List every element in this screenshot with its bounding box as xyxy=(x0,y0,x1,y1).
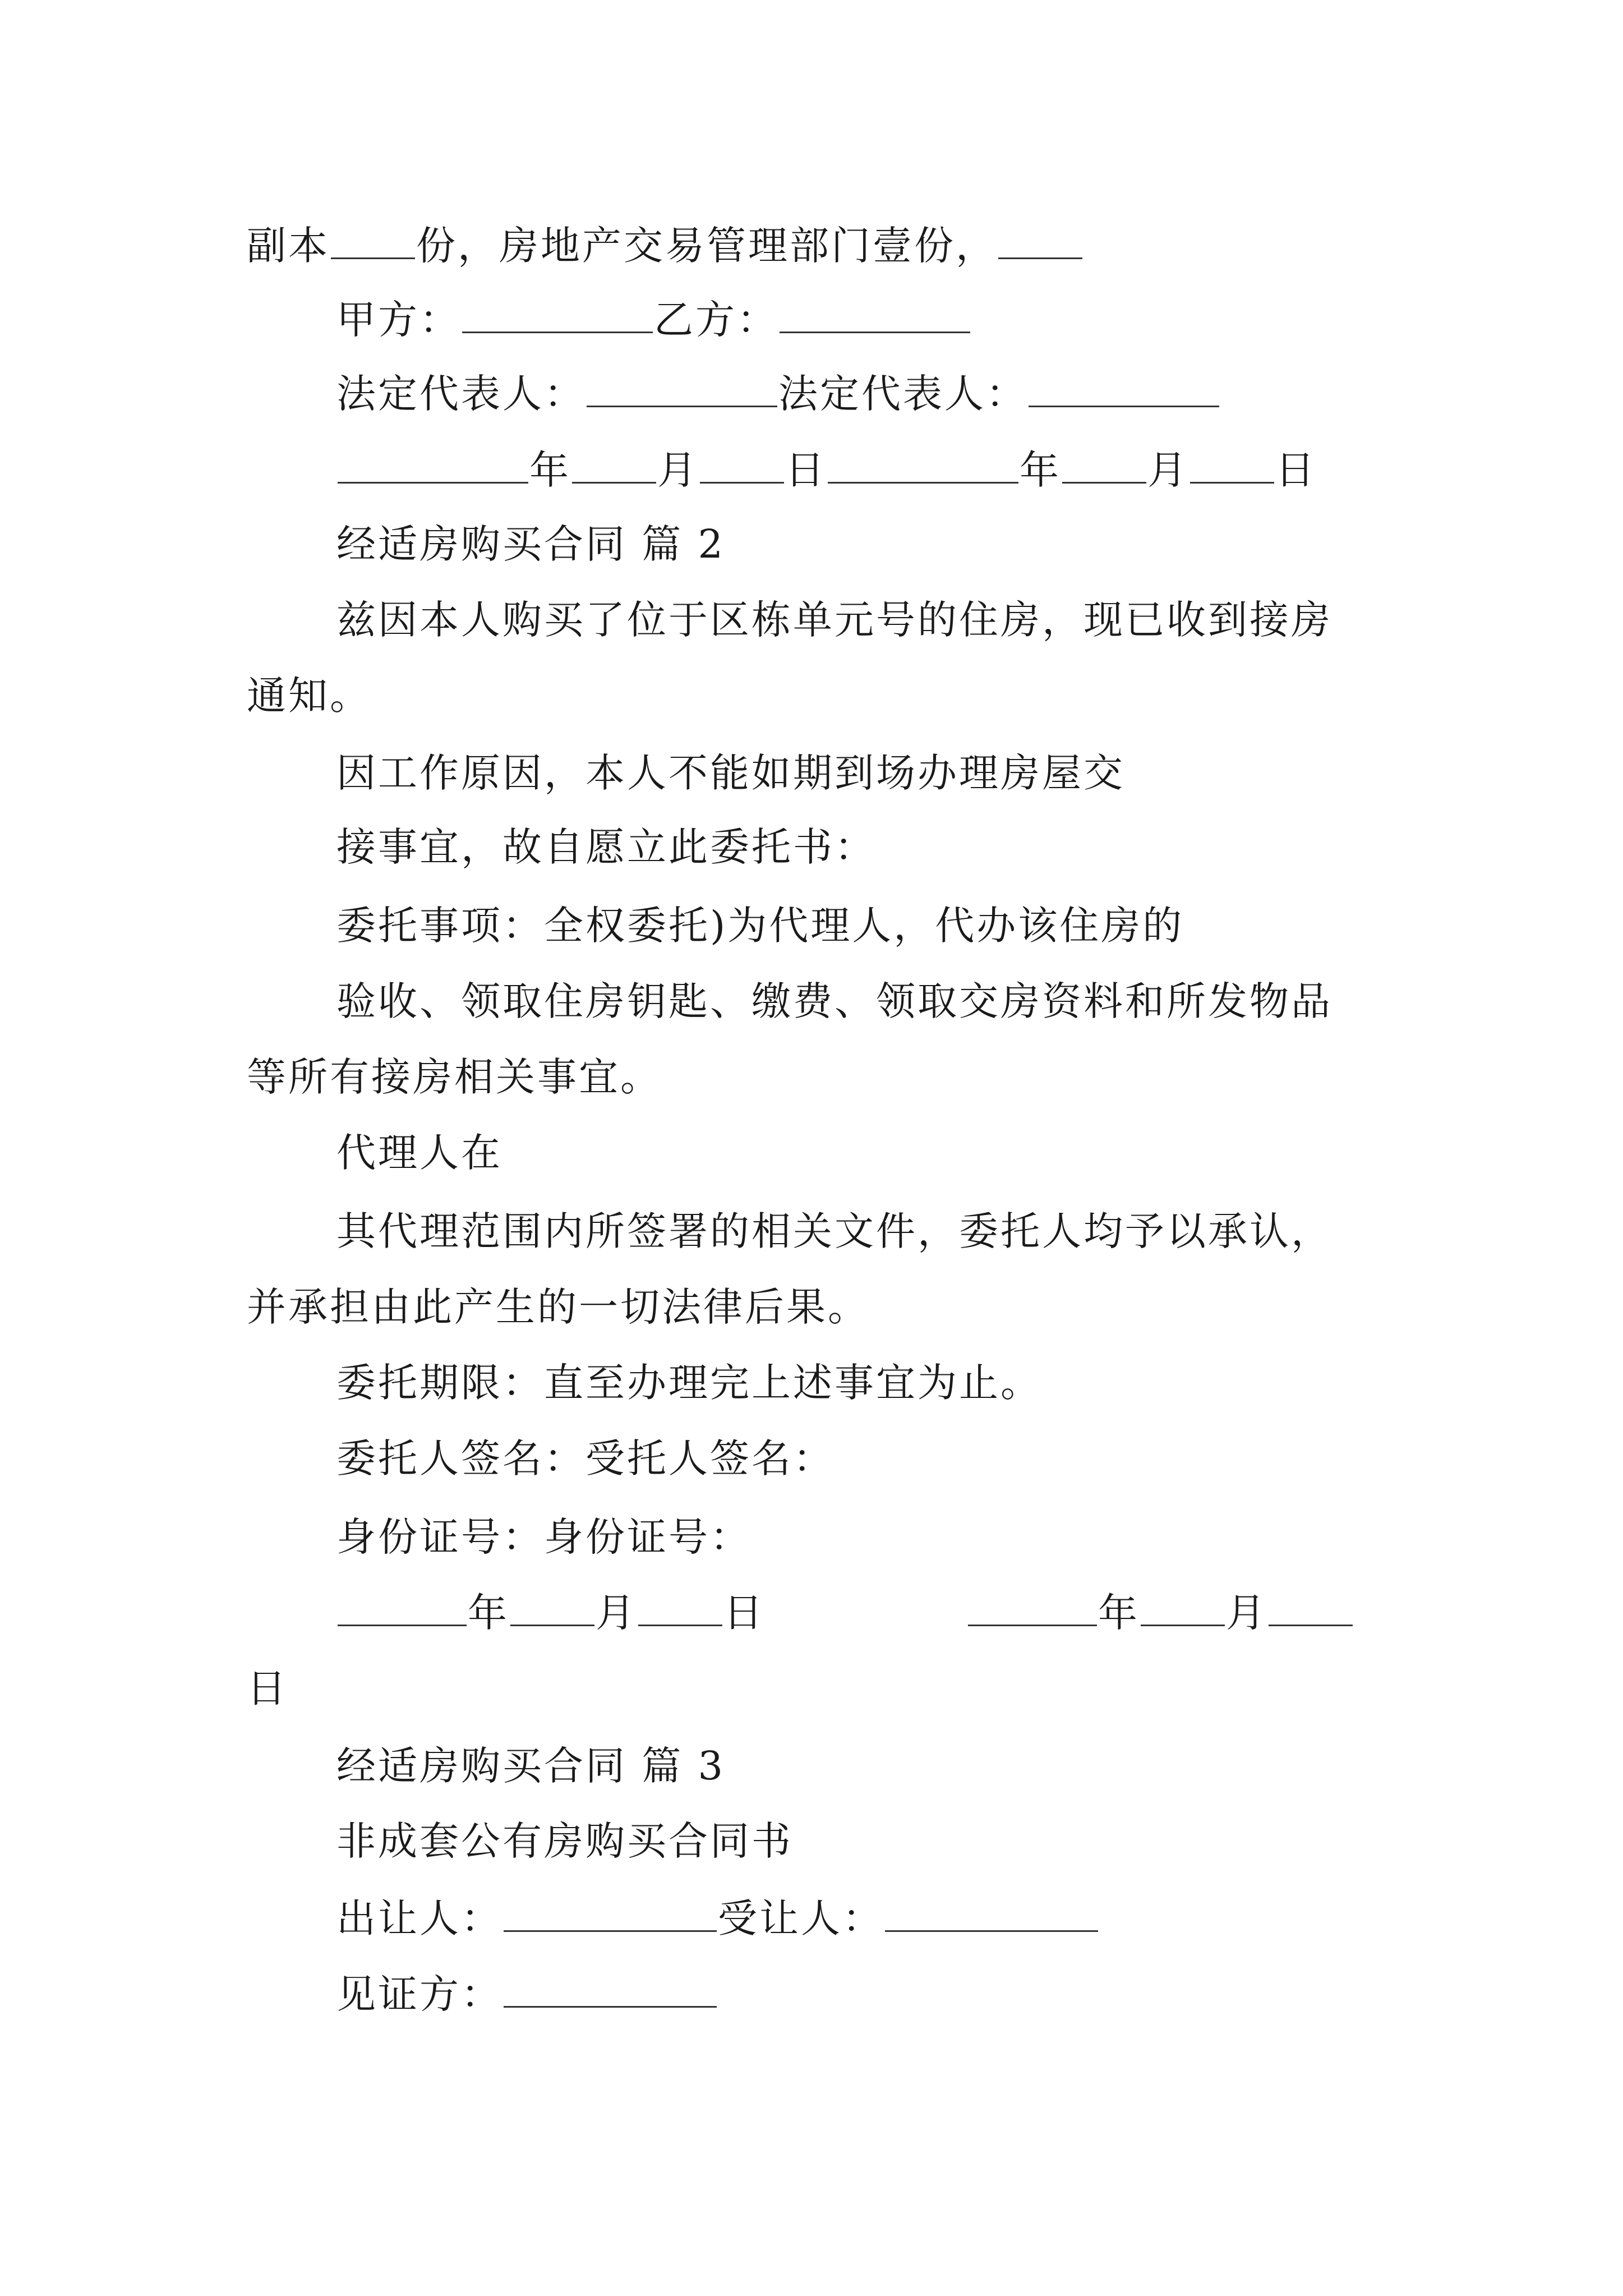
paragraph-line: 委托期限：直至办理完上述事宜为止。 xyxy=(336,1360,1042,1406)
paragraph-line: 等所有接房相关事宜。 xyxy=(247,1054,662,1100)
year-label-4: 年 xyxy=(1098,1590,1140,1636)
copies-line xyxy=(247,212,1083,279)
month-blank-3 xyxy=(510,1585,594,1626)
day-label-2: 日 xyxy=(1275,447,1317,493)
date-line-2 xyxy=(336,1579,1354,1646)
transferee-blank xyxy=(885,1891,1098,1932)
day-blank-4 xyxy=(1269,1585,1353,1626)
date-day-wrap: 日 xyxy=(247,1665,288,1711)
month-label-3: 月 xyxy=(596,1590,637,1636)
party-a-blank xyxy=(462,292,653,333)
legal-rep-b-label: 法定代表人： xyxy=(778,371,1027,417)
year-label-3: 年 xyxy=(468,1590,509,1636)
year-label-2: 年 xyxy=(1020,447,1061,493)
party-b-blank xyxy=(780,292,970,333)
month-blank-1 xyxy=(572,443,656,484)
year-blank-1 xyxy=(338,443,528,484)
day-blank-2 xyxy=(1190,443,1274,484)
section-heading-2: 经适房购买合同 篇 2 xyxy=(336,521,726,567)
month-blank-4 xyxy=(1141,1585,1225,1626)
legal-rep-b-blank xyxy=(1029,366,1219,407)
paragraph-line: 并承担由此产生的一切法律后果。 xyxy=(247,1284,869,1330)
day-blank-3 xyxy=(638,1585,722,1626)
day-blank-1 xyxy=(700,443,784,484)
paragraph-line: 接事宜，故自愿立此委托书： xyxy=(336,824,876,870)
transferor-label: 出让人： xyxy=(336,1895,502,1941)
paragraph-line: 因工作原因，本人不能如期到场办理房屋交 xyxy=(336,750,1125,796)
contract-title: 非成套公有房购买合同书 xyxy=(336,1818,793,1864)
party-b-label: 乙方： xyxy=(654,297,778,343)
year-label-1: 年 xyxy=(529,447,571,493)
transferee-label: 受让人： xyxy=(718,1895,884,1941)
date-line-1 xyxy=(336,436,1317,504)
legal-rep-a-blank xyxy=(587,366,777,407)
legal-rep-a-label: 法定代表人： xyxy=(336,371,585,417)
party-a-label: 甲方： xyxy=(336,297,461,343)
day-label-1: 日 xyxy=(785,447,827,493)
id-number-line: 身份证号：身份证号： xyxy=(336,1514,751,1560)
copies-blank xyxy=(331,218,415,259)
paragraph-line: 兹因本人购买了位于区栋单元号的住房，现已收到接房 xyxy=(336,597,1332,643)
paragraph-line: 代理人在 xyxy=(336,1130,502,1176)
transferor-blank xyxy=(504,1891,717,1932)
day-label-3: 日 xyxy=(723,1590,765,1636)
month-blank-2 xyxy=(1062,443,1146,484)
witness-line xyxy=(336,1961,718,2028)
paragraph-line: 验收、领取住房钥匙、缴费、领取交房资料和所发物品 xyxy=(336,978,1332,1024)
witness-blank xyxy=(504,1967,717,2008)
copies-label: 副本 xyxy=(247,223,330,269)
year-blank-4 xyxy=(968,1585,1097,1626)
copies-blank-2 xyxy=(998,218,1082,259)
party-line xyxy=(336,286,971,353)
legal-rep-line xyxy=(336,360,1220,427)
month-label-2: 月 xyxy=(1147,447,1189,493)
month-label-4: 月 xyxy=(1226,1590,1267,1636)
year-blank-3 xyxy=(338,1585,467,1626)
paragraph-line: 通知。 xyxy=(247,673,371,719)
copies-text: 份，房地产交易管理部门壹份， xyxy=(416,223,997,269)
transferor-line xyxy=(336,1885,1099,1952)
section-heading-3: 经适房购买合同 篇 3 xyxy=(336,1743,726,1789)
witness-label: 见证方： xyxy=(336,1971,502,2017)
signature-line: 委托人签名：受托人签名： xyxy=(336,1435,834,1481)
paragraph-line: 委托事项：全权委托)为代理人，代办该住房的 xyxy=(336,903,1184,949)
paragraph-line: 其代理范围内所签署的相关文件，委托人均予以承认， xyxy=(336,1208,1332,1254)
month-label-1: 月 xyxy=(657,447,699,493)
year-blank-2 xyxy=(828,443,1018,484)
